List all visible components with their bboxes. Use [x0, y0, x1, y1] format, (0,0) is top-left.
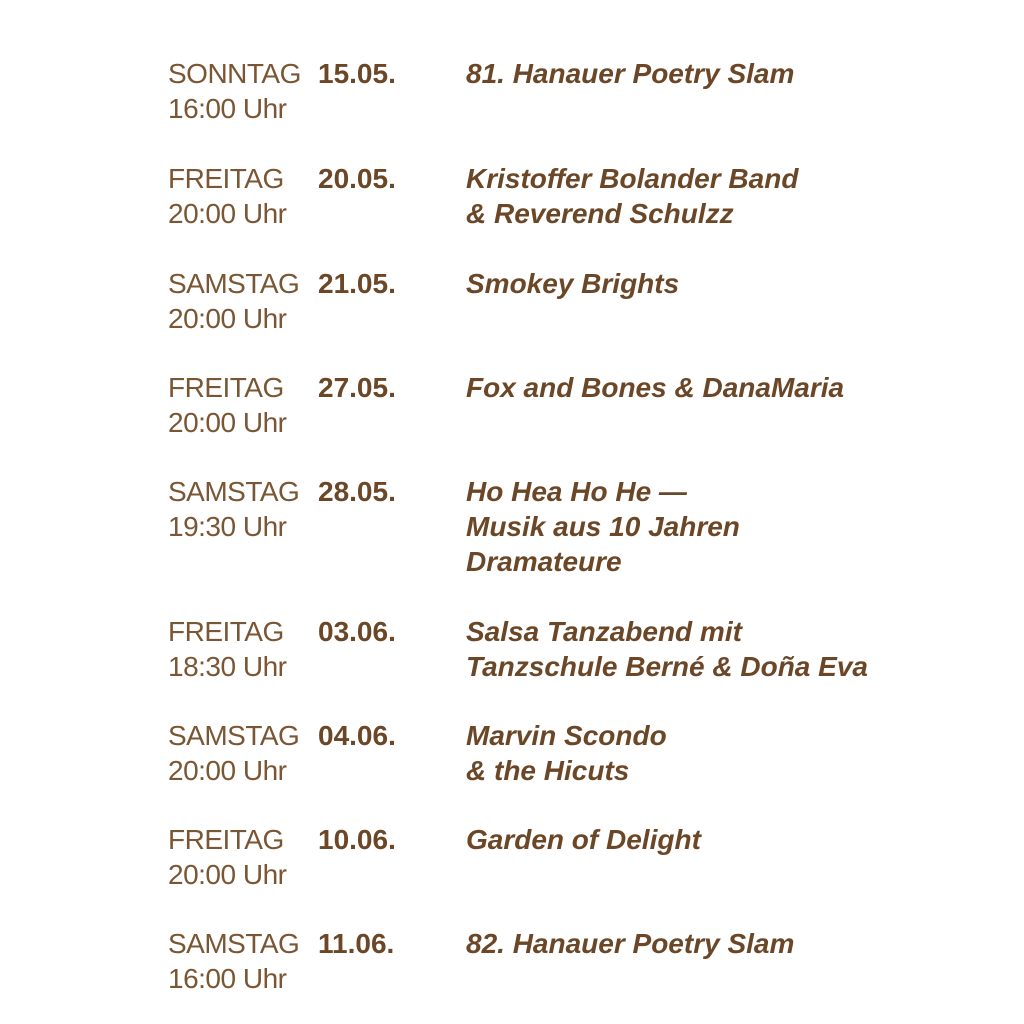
event-day: SAMSTAG [168, 268, 300, 299]
event-time: 19:30 Uhr [168, 511, 287, 542]
event-time: 20:00 Uhr [168, 303, 287, 334]
event-date: 04.06. [318, 720, 396, 751]
event-day: SAMSTAG [168, 476, 300, 507]
event-title [466, 266, 679, 301]
event-time: 20:00 Uhr [168, 407, 287, 438]
event-title-line: Kristoffer Bolander Band [466, 163, 799, 194]
event-time: 16:00 Uhr [168, 93, 287, 124]
event-day: FREITAG [168, 163, 284, 194]
event-title-line: 82. Hanauer Poetry Slam [466, 928, 795, 959]
event-date: 28.05. [318, 476, 396, 507]
event-title-line: & Reverend Schulzz [466, 198, 734, 229]
event-title-line: 81. Hanauer Poetry Slam [466, 58, 795, 89]
event-title-line: & the Hicuts [466, 755, 630, 786]
event-title [466, 56, 794, 91]
event-time: 20:00 Uhr [168, 755, 287, 786]
event-title [466, 822, 701, 857]
event-day: SAMSTAG [168, 720, 300, 751]
event-time: 18:30 Uhr [168, 651, 287, 682]
event-day: FREITAG [168, 372, 284, 403]
event-day: SAMSTAG [168, 928, 300, 959]
event-title-line: Musik aus 10 Jahren [466, 511, 740, 542]
event-title-line: Garden of Delight [466, 824, 701, 855]
event-date: 20.05. [318, 163, 396, 194]
event-title [466, 474, 740, 579]
event-date: 03.06. [318, 616, 396, 647]
event-time: 20:00 Uhr [168, 198, 287, 229]
event-day: SONNTAG [168, 58, 301, 89]
event-title-line: Ho Hea Ho He — [466, 476, 687, 507]
event-time: 16:00 Uhr [168, 963, 287, 994]
event-date: 11.06. [318, 928, 395, 959]
event-day: FREITAG [168, 616, 284, 647]
event-date: 21.05. [318, 268, 396, 299]
event-title-line: Salsa Tanzabend mit [466, 616, 742, 647]
event-title-line: Dramateure [466, 546, 622, 577]
event-title-line: Fox and Bones & DanaMaria [466, 372, 845, 403]
event-time: 20:00 Uhr [168, 859, 287, 890]
event-title [466, 161, 798, 231]
event-title [466, 926, 794, 961]
event-title [466, 718, 667, 788]
event-date: 15.05. [318, 58, 396, 89]
event-title-line: Smokey Brights [466, 268, 680, 299]
event-title [466, 370, 844, 405]
event-date: 27.05. [318, 372, 396, 403]
event-date: 10.06. [318, 824, 396, 855]
event-day: FREITAG [168, 824, 284, 855]
event-title [466, 614, 868, 684]
event-title-line: Marvin Scondo [466, 720, 667, 751]
event-title-line: Tanzschule Berné & Doña Eva [466, 651, 868, 682]
